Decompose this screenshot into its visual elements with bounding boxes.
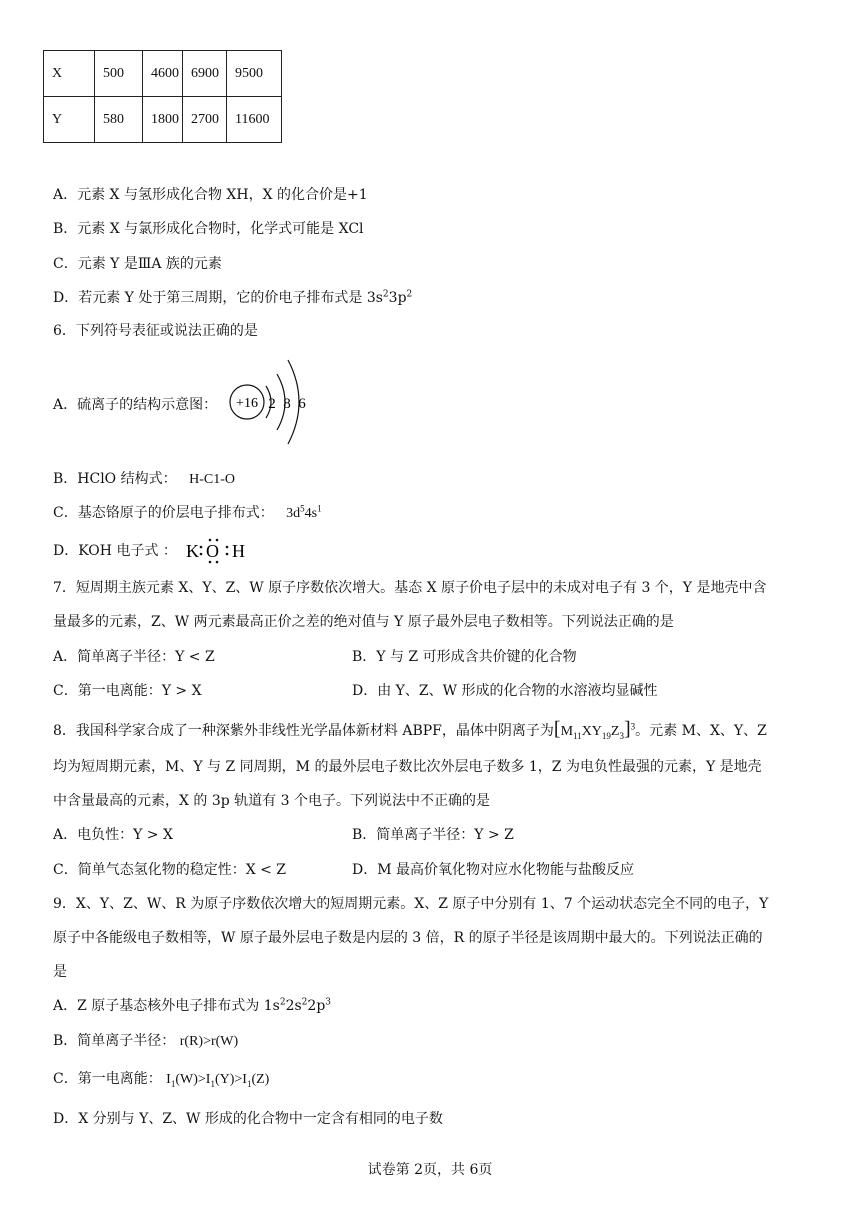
subscript: 1 [210,1078,215,1089]
subscript: 19 [601,730,611,741]
formula-part: I [205,1072,211,1087]
q7-stem-line-2: 量最多的元素，Z、W 两元素最高正价之差的绝对值与 Y 原子最外层电子数相等。下列说法正确的是 [53,614,674,630]
q7-option-c: C．第一电离能：Y > X [53,683,202,699]
page-footer: 试卷第 2页，共 6页 [367,1162,493,1178]
table-cell: 4600 [143,51,183,97]
anion-formula [553,718,636,741]
table-cell: 1800 [143,97,183,143]
subscript: 1 [170,1078,176,1089]
formula-part: 3d [286,506,301,521]
superscript: 2 [279,997,286,1008]
chromium-electron-config [286,503,322,521]
q9-c-label: C．第一电离能： [53,1071,162,1087]
formula-part: M [560,724,574,739]
q6-c-label: C．基态铬原子的价层电子排布式： [53,505,274,521]
electron-dot [209,539,212,542]
q6-option-c [53,503,322,524]
superscript: 3 [630,721,636,732]
ionization-table [43,50,282,143]
bracket: [ [553,718,561,740]
ionic-radius-formula: r(R)>r(W) [179,1034,239,1049]
q7-stem-line-1: 7．短周期主族元素 X、Y、Z、W 原子序数依次增大。基态 X 原子价电子层中的未成对电子有 3 个，Y 是地壳中含 [53,580,767,596]
q6-d-label: D．KOH 电子式 ： [53,543,177,559]
q8-stem-line-3: 中含量最高的元素，X 的 3p 轨道有 3 个电子。下列说法中不正确的是 [53,793,490,809]
q5-option-c: C．元素 Y 是ⅢA 族的元素 [53,256,222,272]
q6-option-a: A．硫离子的结构示意图： [53,397,218,413]
q5-option-a: A．元素 X 与氢形成化合物 XH，X 的化合价是+1 [53,187,368,203]
shell-electron-count: 8 [283,396,291,412]
q9-stem-line-1: 9．X、Y、Z、W、R 为原子序数依次增大的短周期元素。X、Z 原子中分别有 1、7 个运动状态完全不同的电子，Y [53,896,769,912]
koh-electron-formula [184,537,250,565]
q6-stem: 6．下列符号表征或说法正确的是 [53,323,258,339]
electron-dot [216,561,219,564]
formula-part: (Z) [251,1072,270,1087]
q9-option-a [53,996,331,1016]
q6-option-b [53,469,235,490]
formula-part: (W)> [175,1072,206,1087]
q5-d-text-mid: 3p [388,290,407,306]
q9-stem-line-2: 原子中各能级电子数相等，W 原子最外层电子数是内层的 3 倍，R 的原子半径是该周期中最大的。下列说法正确的 [53,930,763,946]
subscript: 11 [573,730,582,741]
table-row [44,97,282,143]
shell-electron-count: 2 [268,396,276,412]
table-cell: 2700 [183,97,227,143]
subscript: 1 [246,1078,252,1089]
electron-dot [216,539,219,542]
q5-d-text: D．若元素 Y 处于第三周期，它的价电子排布式是 3s [53,290,383,306]
nucleus-charge: +16 [236,396,258,411]
hclo-structure-formula: H-C1-O [189,472,235,487]
q9-option-d: D．X 分别与 Y、Z、W 形成的化合物中一定含有相同的电子数 [53,1111,443,1127]
superscript: 3 [325,997,332,1008]
electron-dot [226,553,229,556]
electron-dot [226,546,229,549]
formula-part: XY [581,724,602,739]
electron-dot [200,553,203,556]
formula-part: 2p [307,998,326,1014]
q8-stem-line-2: 均为短周期元素，M、Y 与 Z 同周期，M 的最外层电子数比次外层电子数多 1，Z 为电负性最强的元素，Y 是地壳 [53,759,762,775]
q9-a-text: A．Z 原子基态核外电子排布式为 1s [53,998,280,1014]
oxygen-symbol: O [206,541,219,561]
hydrogen-symbol: H [232,541,245,561]
q5-option-d [53,288,412,308]
formula-part: Z [610,724,620,739]
bracket: ] [623,718,631,740]
q9-option-b [53,1031,238,1052]
q8-option-b: B．简单离子半径：Y > Z [352,827,514,843]
q7-option-a: A．简单离子半径：Y < Z [53,649,215,665]
table-cell: 11600 [227,97,282,143]
q5-option-b: B．元素 X 与氯形成化合物时，化学式可能是 XCl [53,221,364,237]
table-cell: 6900 [183,51,227,97]
formula-part: 2s [285,998,302,1014]
table-cell: X [44,51,95,97]
shell-electron-count: 6 [298,396,306,412]
superscript: 2 [406,289,413,300]
table-cell: 9500 [227,51,282,97]
superscript: 1 [317,503,322,514]
q8-stem-text: 8．我国科学家合成了一种深紫外非线性光学晶体新材料 ABPF，晶体中阴离子为 [53,723,554,739]
q6-b-label: B．HClO 结构式： [53,471,177,487]
q8-option-a: A．电负性：Y > X [53,827,173,843]
superscript: 2 [301,997,308,1008]
sulfur-ion-structure-diagram [225,352,315,452]
q8-stem-line-1 [53,719,767,742]
q7-option-b: B．Y 与 Z 可形成含共价键的化合物 [352,649,577,665]
q6-option-d [53,541,177,561]
table-cell: Y [44,97,95,143]
table-cell: 500 [95,51,143,97]
electron-dot [200,546,203,549]
q8-option-c: C．简单气态氢化物的稳定性：X < Z [53,862,287,878]
superscript: 5 [300,503,305,514]
q7-option-d: D．由 Y、Z、W 形成的化合物的水溶液均显碱性 [352,683,658,699]
q9-b-label: B．简单离子半径： [53,1033,176,1049]
potassium-symbol: K [186,541,199,561]
q8-stem-text: 。元素 M、X、Y、Z [635,723,767,739]
table-row [44,51,282,97]
formula-part: 4s [304,506,318,521]
q9-stem-line-3: 是 [53,964,67,980]
q9-option-c [53,1069,269,1090]
q8-option-d: D．M 最高价氧化物对应水化物能与盐酸反应 [352,862,635,878]
formula-part: (Y)> [214,1072,243,1087]
superscript: 2 [382,289,389,300]
formula-part: I [242,1072,247,1087]
table-cell: 580 [95,97,143,143]
subscript: 3 [619,730,624,741]
formula-part: I [166,1072,171,1087]
electron-dot [209,561,212,564]
ionization-energy-formula [166,1072,269,1087]
